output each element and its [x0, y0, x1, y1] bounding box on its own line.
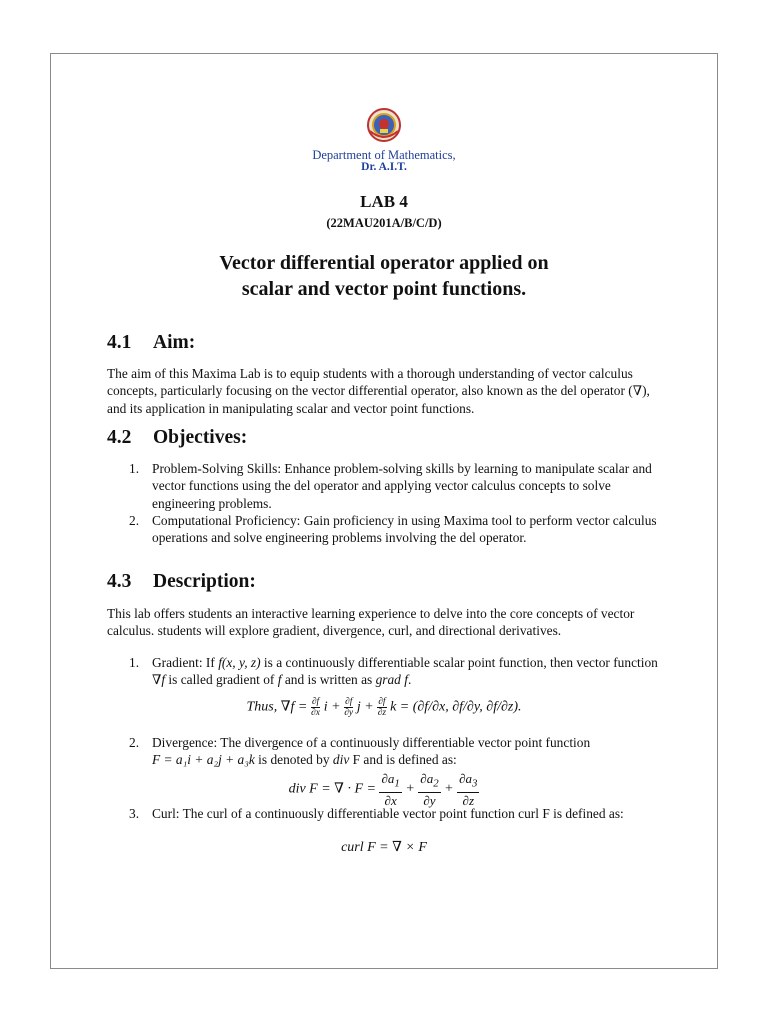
divergence-formula: div F = ∇ · F = $\frac{\partial a_1}{\partial x}$ + $\frac{\partial a_2}{\partial y}$ + $\frac{\partial a_3}{\partial z}$ [288, 771, 478, 808]
gradient-formula-tail: = (∂f/∂x, ∂f/∂y, ∂f/∂z). [399, 699, 522, 715]
gradient-grad: ∇f [152, 672, 166, 688]
gradient-rest2: is called gradient of [165, 672, 278, 688]
aim-title: Aim: [153, 332, 196, 353]
divergence-text [152, 734, 667, 769]
curl-item [107, 805, 667, 822]
department-name: Department of Mathematics, [312, 148, 456, 162]
gradient-formula: Thus, ∇f = $\frac{\partial f}{\partial x}$ i + $\frac{\partial f}{\partial y}$ j + $\frac{\partial f}{\partial z}$ k = (∂f/∂x, ∂f/∂y, ∂f/∂z). [246, 697, 522, 718]
gradient-gradf: grad f [375, 672, 408, 688]
lab-title-line1: Vector differential operator applied on [219, 252, 549, 274]
description-heading [107, 571, 256, 593]
college-name: Dr. A.I.T. [361, 161, 407, 173]
divergence-tail: F and is defined as: [349, 752, 457, 768]
objectives-title: Objectives: [153, 427, 248, 448]
divergence-line1: Divergence: The divergence of a continuously differentiable vector point function [152, 735, 591, 750]
divergence-formula-lead: div F = ∇ · F = [288, 781, 376, 797]
divergence-item [107, 734, 667, 769]
objective-text: Problem-Solving Skills: Enhance problem-solving skills by learning to manipulate scalar and vector functions using the del operator and applying vector calculus concepts to solve engineering problems. [152, 461, 652, 511]
divergence-mid: is denoted by [254, 752, 333, 768]
gradient-formula-lead: Thus, ∇f = [246, 699, 308, 715]
lab-title [0, 250, 768, 302]
objective-text: Computational Proficiency: Gain proficiency in using Maxima tool to perform vector calculus operations and solve engineering problems involving the del operator. [152, 513, 657, 546]
college-logo-icon [366, 107, 402, 143]
gradient-end: . [407, 672, 412, 688]
divergence-div: div [332, 752, 350, 768]
objective-num: 1. [129, 461, 140, 476]
aim-heading [107, 332, 195, 354]
objective-item [107, 460, 667, 512]
description-text: This lab offers students an interactive learning experience to delve into the core concepts of vector calculus. students will explore gradient, divergence, curl, and directional derivatives. [107, 606, 635, 639]
gradient-prefix: Gradient: If [152, 655, 219, 670]
gradient-f: f [277, 672, 282, 688]
objective-num: 2. [129, 513, 140, 528]
gradient-num: 1. [129, 655, 140, 670]
curl-num: 3. [129, 806, 140, 821]
objective-item [107, 512, 667, 547]
objectives-number: 4.2 [107, 427, 132, 448]
lab-number: LAB 4 [360, 192, 408, 211]
aim-text: The aim of this Maxima Lab is to equip students with a thorough understanding of vector calculus concepts, particularly focusing on the vector differential operator, also known as the del operator (∇), and its application in manipulating scalar and vector point functions. [107, 366, 650, 416]
divergence-num: 2. [129, 735, 140, 750]
lab-title-line2: scalar and vector point functions. [241, 278, 527, 300]
gradient-rest3: and is written as [281, 672, 376, 688]
gradient-item [107, 654, 667, 689]
aim-number: 4.1 [107, 332, 132, 353]
gradient-rest1: is a continuously differentiable scalar point function, then vector function [260, 655, 658, 670]
gradient-func: f(x, y, z) [218, 655, 261, 670]
objectives-heading [107, 427, 247, 449]
course-code: (22MAU201A/B/C/D) [326, 216, 442, 230]
divergence-expr: F = a₁i + a₂j + a₃k [152, 752, 255, 768]
curl-formula: curl F = ∇ × F [341, 840, 427, 855]
gradient-text [152, 654, 667, 689]
curl-text: Curl: The curl of a continuously differentiable vector point function curl F is defined as: [152, 806, 624, 821]
description-number: 4.3 [107, 571, 132, 592]
description-title: Description: [153, 571, 256, 592]
